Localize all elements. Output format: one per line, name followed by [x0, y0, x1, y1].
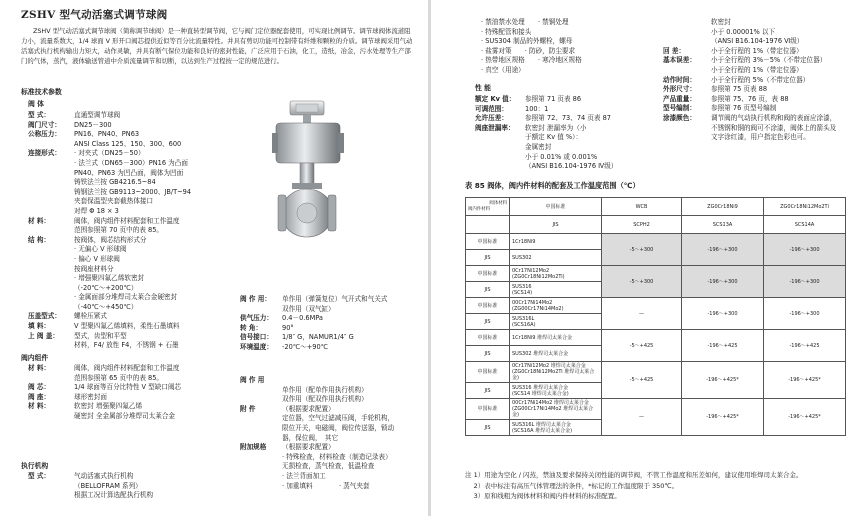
- material-cell: 00Cr17Ni14Mo2 堆焊司太莱合金 (ZG00Cr17Ni14Mo2 堆焊司太莱合金): [510, 399, 602, 420]
- spec-row: [240, 395, 394, 405]
- spec-value: 无损检查，蒸气检查，低温检查: [282, 462, 375, 471]
- spec-value: 参照第 75 页表 88: [711, 85, 768, 94]
- spec-row: [663, 76, 836, 86]
- spec-row: [28, 169, 191, 179]
- col-header-0: WCB: [602, 198, 682, 216]
- valve-body-heading: 阀 体: [28, 100, 44, 108]
- spec-key: 基本误差：: [663, 56, 696, 65]
- spec-row: [28, 236, 191, 246]
- spec-row: [28, 255, 191, 265]
- spec-value: 定位器，空气过滤减压阀，手轮机构，: [282, 414, 395, 423]
- spec-key: 允许压差：: [475, 114, 508, 123]
- table-corner-blank: [466, 216, 510, 234]
- right-page: [431, 0, 859, 516]
- spec-row: · 热带地区规格 · 寒冷地区规格: [481, 56, 582, 65]
- spec-key: 材 料：: [28, 364, 51, 372]
- spec-value: 单作用（弹簧复位）气开式和气关式: [282, 295, 388, 303]
- table-row: [466, 266, 846, 282]
- spec-key: 材 料：: [28, 216, 51, 225]
- temp-cell: -5～+425: [602, 362, 682, 399]
- spec-row: [28, 482, 153, 492]
- spec-value: 小于全行程的 1%（带定位器）: [711, 65, 803, 74]
- spec-key: 阀 作 用：: [240, 295, 271, 303]
- spec-key: 连接形式：: [28, 149, 61, 158]
- spec-value: 单作用（配单作用执行机构）: [282, 385, 368, 394]
- spec-value: 对焊 Φ 18 × 3: [74, 206, 119, 215]
- spec-row: [28, 374, 181, 384]
- spec-row: [28, 197, 191, 207]
- spec-key: 阀门尺寸：: [28, 120, 61, 129]
- spec-row: [28, 341, 191, 351]
- temp-cell: -196～+425: [682, 330, 764, 362]
- spec-key: 公称压力：: [28, 130, 61, 139]
- std-jis-header: JIS: [510, 216, 602, 234]
- spec-row: [28, 472, 153, 482]
- spec-value: 按阀体，阀芯结构形式分: [74, 235, 147, 244]
- material-cell: SUS316 (SCS14): [510, 282, 602, 298]
- temp-cell: —: [602, 298, 682, 330]
- spec-value: · 法兰式（DN65－300）PN16 为凸面: [74, 158, 188, 167]
- spec-value: 不锈钢和铜的阀可不涂漆，阀体上的箭头及: [711, 123, 837, 132]
- spec-value: 双作用（双气缸）: [282, 304, 335, 313]
- spec-row: [663, 18, 836, 28]
- actuator-heading: 执行机构: [21, 462, 49, 470]
- spec-row: [240, 343, 388, 353]
- table-row: [466, 298, 846, 314]
- spec-row: [475, 105, 617, 115]
- spec-row: [28, 178, 191, 188]
- spec-key: 附加规格: [240, 443, 267, 452]
- accessory-specs: [240, 376, 394, 491]
- spec-key: 阀 芯：: [28, 383, 51, 392]
- spec-row: [28, 149, 191, 159]
- spec-row: [475, 162, 617, 172]
- internals-specs: [28, 364, 181, 422]
- spec-row: [663, 133, 836, 143]
- spec-row: [28, 393, 181, 403]
- additional-specs: [481, 18, 582, 76]
- operation-specs: [240, 295, 388, 353]
- temp-cell: -5～+300: [602, 266, 682, 298]
- spec-row: [28, 312, 191, 322]
- spec-key: 阀座泄漏率：: [475, 123, 515, 132]
- spec-value: （根据要求配置）: [282, 443, 335, 452]
- material-cell: SUS316 堆焊司太莱合金 (SCS14 堆焊司太莱合金): [510, 383, 602, 399]
- temp-cell: —: [602, 399, 682, 436]
- spec-value: ANSI Class 125、150、300、600: [74, 139, 182, 148]
- spec-row: [240, 295, 388, 305]
- spec-row: [28, 130, 191, 140]
- temp-cell: -196～+425: [764, 330, 846, 362]
- note-line: 3）原和线粗为阀体材料和阀内件材料的标准配置。: [465, 492, 621, 501]
- spec-value: 文字涂红漆，用户指定色彩也可。: [711, 133, 810, 142]
- spec-row: [28, 284, 191, 294]
- spec-row: · SUS304 制品的外螺栓，螺母: [481, 37, 573, 46]
- table-title: 表 85 阀体，阀内件材料的配套及工作温度范围（℃）: [465, 181, 640, 190]
- note-line: 注 1）用途为空化 / 闪蒸，禁油及要求保持关闭性能的调节阀，不管工作温度和压差如何，建议使用堆焊司太莱合金。: [465, 471, 803, 479]
- spec-value: 气动活塞式执行机构: [74, 472, 134, 480]
- spec-key: 型号编制：: [663, 104, 696, 113]
- temp-cell: -196～+300: [764, 234, 846, 266]
- spec-row: [240, 443, 394, 453]
- spec-key: 上 阀 盖：: [28, 331, 59, 340]
- spec-value: （ANSI B16.104-1976 Ⅳ级）: [525, 162, 618, 171]
- spec-row: [663, 104, 836, 114]
- spec-value: （-20℃～+200℃）: [74, 283, 138, 292]
- spec-row: [28, 121, 191, 131]
- spec-row: [475, 95, 617, 105]
- spec-value: 小于全行程的 1%（带定位器）: [711, 46, 803, 55]
- spec-row: [28, 332, 191, 342]
- spec-value: 硬密封 全金属部分堆焊司太莱合金: [74, 411, 176, 420]
- spec-row: [28, 226, 191, 236]
- spec-key: 动作时间：: [663, 75, 696, 84]
- spec-row: [28, 245, 191, 255]
- note-line: 2）表中标注有高压气体管理法的条件，*标记的工作温度限于 350℃。: [465, 481, 679, 490]
- temp-cell: -196～+300: [682, 266, 764, 298]
- spec-value: 参照第 72、73、74 页表 87: [525, 114, 612, 123]
- spec-key: 信号接口：: [240, 333, 273, 342]
- spec-key: 材 料：: [28, 402, 51, 411]
- spec-key: 填 料：: [28, 322, 51, 331]
- spec-key: 涂漆颜色：: [663, 113, 696, 122]
- spec-row: [663, 114, 836, 124]
- ball-valve-photo: [272, 99, 344, 239]
- spec-value: 参照第 71 页表 86: [525, 95, 582, 103]
- spec-key: 结 构：: [28, 235, 51, 244]
- spec-value: 软密封 泄漏率为（小: [525, 123, 587, 132]
- spec-row: [663, 66, 836, 76]
- std-cell: JIS: [466, 420, 510, 436]
- spec-row: [663, 95, 836, 105]
- table-corner: 阀体材料 阀内件材料: [466, 198, 510, 216]
- spec-row: [663, 47, 836, 57]
- spec-row: [240, 482, 394, 492]
- spec-row: [28, 159, 191, 169]
- performance-specs-cont: [663, 18, 836, 143]
- col-jis-1: SCS13A: [682, 216, 764, 234]
- spec-value: 90°: [282, 323, 294, 332]
- spec-value: 于额定 Kv 值 %）：: [525, 133, 583, 142]
- spec-row: [28, 140, 191, 150]
- spec-row: [663, 56, 836, 66]
- spec-value: 小于 0.00001% 以下: [711, 27, 776, 36]
- std-cell: 中国标准: [466, 399, 510, 420]
- temp-cell: -5～+425: [602, 330, 682, 362]
- spec-row: [240, 453, 394, 463]
- spec-value: 螺栓压紧式: [74, 312, 107, 321]
- spec-key: 型 式：: [28, 472, 51, 480]
- spec-value: 阀体，阀内组件材料配套和工作温度: [74, 216, 180, 225]
- spec-row: [240, 314, 388, 324]
- spec-value: 限位开关，电磁阀，阀位传送器，锁动: [282, 423, 395, 432]
- spec-value: 铸钢法兰按 GB9113~2000、JB/T~94: [74, 187, 192, 196]
- spec-value: 按阀座材料分: [74, 264, 114, 273]
- spec-value: · 增强聚四氟乙烯软密封: [74, 274, 145, 283]
- spec-value: 直通型调节球阀: [74, 111, 121, 119]
- spec-value: 参照第 76 页型号编制: [711, 104, 777, 113]
- spec-row: [475, 114, 617, 124]
- spec-value: 参照第 75、76 页，表 88: [711, 94, 789, 103]
- spec-value: 器，保位阀， 其它: [282, 433, 339, 442]
- temp-cell: -5～+300: [602, 234, 682, 266]
- spec-key: 转 角：: [240, 323, 263, 332]
- table-row: [466, 234, 846, 250]
- temp-cell: -196～+300: [682, 234, 764, 266]
- spec-key: 额定 Kv 值：: [475, 95, 516, 103]
- spec-row: [28, 111, 191, 121]
- spec-value: 1/8″ G，NAMUR1/4″ G: [282, 333, 354, 342]
- spec-key: 型 式：: [28, 111, 51, 119]
- spec-row: [28, 207, 191, 217]
- spec-row: [475, 153, 617, 163]
- spec-value: 双作用（配双作用执行机构）: [282, 395, 368, 404]
- spec-row: [28, 217, 191, 227]
- temp-cell: -196～+300: [764, 266, 846, 298]
- temp-cell: -196～+300: [764, 298, 846, 330]
- spec-row: [28, 383, 181, 393]
- material-cell: 1Cr18Ni9: [510, 234, 602, 250]
- std-cell: 中国标准: [466, 362, 510, 383]
- spec-row: [240, 434, 394, 444]
- spec-value: · 特殊检查，材料检查（制造记录表）: [282, 452, 392, 461]
- temp-cell: -196～+425*: [682, 399, 764, 436]
- spec-row: [28, 274, 191, 284]
- spec-row: [475, 124, 617, 134]
- spec-key: 附 件: [240, 404, 256, 413]
- spec-value: PN40、PN63 为凹凸面，阀体为凹面: [74, 168, 184, 177]
- page-title: ZSHV 型气动活塞式调节球阀: [21, 9, 168, 21]
- spec-row: [663, 124, 836, 134]
- spec-key: 阀 作 用: [240, 376, 265, 384]
- spec-row: [475, 133, 617, 143]
- performance-heading: 性 能: [475, 84, 491, 92]
- spec-value: （根据要求配置）: [282, 404, 335, 413]
- spec-value: 小于 0.01% 或 0.001%: [525, 152, 598, 161]
- valve-body-specs: [28, 111, 191, 351]
- spec-value: 范围参照第 65 页中的表 85。: [74, 373, 164, 382]
- spec-value: 球形密封面: [74, 392, 107, 401]
- spec-row: [240, 305, 388, 315]
- spec-row: [663, 37, 836, 47]
- spec-value: · 金属面部分堆焊司太莱合金硬密封: [74, 293, 178, 302]
- table-notes: [465, 470, 803, 502]
- temp-cell: -196～+425*: [682, 362, 764, 399]
- spec-row: [663, 85, 836, 95]
- table-row: [466, 362, 846, 383]
- material-cell: SUS316L 堆焊司太莱合金 (SCS16A 堆焊司太莱合金): [510, 420, 602, 436]
- spec-row: [28, 188, 191, 198]
- spec-value: （BELLOFRAM 系列）: [74, 481, 142, 490]
- spec-row: · 特殊配管和接头: [481, 27, 532, 36]
- spec-row: [28, 364, 181, 374]
- material-cell: SUS302 堆焊司太莱合金: [510, 346, 602, 362]
- spec-row: [28, 402, 181, 412]
- material-cell: 0Cr17Ni12Mo2 堆焊司太莱合金 (ZG0Cr18Ni12Mo2Ti 堆焊司太莱合金): [510, 362, 602, 383]
- spec-value: 小于全行程的 3%－5%（不带定位器）: [711, 56, 827, 65]
- left-page: [0, 0, 428, 516]
- spec-row: [240, 472, 394, 482]
- std-cell: JIS: [466, 346, 510, 362]
- table-row: [466, 330, 846, 346]
- spec-value: 100：1: [525, 104, 549, 113]
- spec-row: [663, 28, 836, 38]
- spec-row: [28, 265, 191, 275]
- spec-heading: 标准技术参数: [21, 88, 62, 96]
- material-cell: 1Cr18Ni9 堆焊司太莱合金: [510, 330, 602, 346]
- temp-cell: -196～+300: [682, 298, 764, 330]
- spec-value: 阀体，阀内组件材料配套和工作温度: [74, 364, 180, 372]
- spec-value: 型式，齿型和平型: [74, 331, 127, 340]
- spec-row: [240, 405, 394, 415]
- spec-value: 1/4 球面等百分比特性 V 型缺口阀芯: [74, 383, 182, 392]
- spec-key: 产品重量：: [663, 94, 696, 103]
- spec-key: 可调范围：: [475, 104, 508, 113]
- std-cell: 中国标准: [466, 266, 510, 282]
- spec-row: [240, 324, 388, 334]
- std-cell: JIS: [466, 282, 510, 298]
- spec-value: 软密封 增强聚四氟乙烯: [74, 402, 143, 411]
- material-cell: 0Cr17Ni12Mo2 (ZG0Cr18Ni12Mo2Ti): [510, 266, 602, 282]
- spec-value: （ANSI B16.104-1976 Ⅵ级）: [711, 37, 804, 46]
- temp-cell: -196～+425*: [764, 399, 846, 436]
- internals-heading: 阀内组件: [21, 354, 49, 362]
- spec-row: [28, 491, 153, 501]
- std-cell: JIS: [466, 383, 510, 399]
- actuator-specs: [28, 472, 153, 501]
- std-cell: 中国标准: [466, 234, 510, 250]
- material-cell: 00Cr17Ni14Mo2 (ZG00Cr17Ni14Mo2): [510, 298, 602, 314]
- spec-row: [28, 293, 191, 303]
- col-jis-0: SCPH2: [602, 216, 682, 234]
- spec-row: [28, 322, 191, 332]
- spec-row: · 真空（用途）: [481, 65, 525, 74]
- spec-key: 外形尺寸：: [663, 85, 696, 94]
- spec-row: · 禁油禁水处理 · 禁铜处理: [481, 18, 569, 26]
- spec-key: 回 差：: [663, 46, 686, 55]
- spec-row: [240, 376, 394, 386]
- spec-key: 阀 座：: [28, 392, 51, 401]
- material-cell: SUS302: [510, 250, 602, 266]
- spec-value: 范围参照第 70 页中的表 85。: [74, 226, 164, 235]
- intro-paragraph: ZSHV 型气动活塞式调节球阀（简称调节球阀）是一种直转型调节阀，它与阀门定位器配套使用，可实现比例调节。调节球阀体流道阻力小，流量系数大，1/4 球面 V 形开口阀芯提供近似等百分比流量特性。并具有剪切功能可控制带有纤维和颗粒的介质。调节球阀采用气动活塞式执行机构输出力矩大，动作灵敏，并具有断气保位功能和良好的密封性能，广泛应用于石油，化工，造纸，冶金，污水处理等生产部门的气体，蒸汽，液体输送管道中介质流量调节和切断，以达到生产过程按一定的规范进行。: [21, 27, 413, 65]
- spec-value: 0.4－0.6MPa: [282, 314, 323, 323]
- spec-value: 夹套保温型夹套截热体接口: [74, 197, 154, 206]
- spec-value: 材料，F4/ 放性 F4，不锈钢 + 石墨: [74, 341, 179, 350]
- spec-value: 铸铁法兰按 GB4216.5~84: [74, 178, 156, 187]
- spec-row: [240, 386, 394, 396]
- spec-row: · 盐雾对策 · 防砂，防尘要求: [481, 46, 576, 55]
- col-header-1: ZG0Cr18Ni9: [682, 198, 764, 216]
- spec-value: V 型聚四氟乙烯填料，柔性石墨填料: [74, 322, 180, 331]
- spec-key: 压盖型式：: [28, 312, 61, 321]
- spec-value: · 偏心 V 形球阀: [74, 254, 120, 263]
- spec-key: 环境温度：: [240, 342, 273, 351]
- spec-row: [240, 333, 388, 343]
- temp-cell: -196～+425*: [764, 362, 846, 399]
- spec-value: -20℃～+90℃: [282, 342, 329, 351]
- spec-row: [240, 462, 394, 472]
- performance-specs: [475, 95, 617, 172]
- spec-value: · 加重填料 · 蒸气夹套: [282, 481, 370, 490]
- std-cell: JIS: [466, 314, 510, 330]
- std-cell: 中国标准: [466, 298, 510, 314]
- spec-row: [28, 412, 181, 422]
- spec-value: 小于全行程的 5%（不带定位器）: [711, 75, 810, 84]
- spec-value: · 无偏心 V 形球阀: [74, 245, 127, 254]
- spec-value: PN16、PN40、PN63: [74, 130, 140, 139]
- std-cell: 中国标准: [466, 330, 510, 346]
- spec-row: [240, 424, 394, 434]
- table-row: [466, 399, 846, 420]
- std-cell: JIS: [466, 250, 510, 266]
- spec-key: 供气压力：: [240, 314, 273, 323]
- spec-value: DN25－300: [74, 120, 112, 129]
- col-jis-2: SCS14A: [764, 216, 846, 234]
- material-table: [465, 197, 846, 436]
- spec-value: （-40℃～+450℃）: [74, 302, 138, 311]
- spec-value: 根据工况计算选配执行机构: [74, 491, 154, 500]
- col-header-2: ZG0Cr18Ni12Mo2Ti: [764, 198, 846, 216]
- spec-value: 软密封: [711, 18, 731, 26]
- spec-value: 调节阀的气动执行机构和阀的表面应涂漆，: [711, 113, 837, 122]
- spec-row: [240, 414, 394, 424]
- spec-value: · 法兰背面加工: [282, 471, 326, 480]
- spec-value: · 对夹式（DN25－50）: [74, 149, 145, 158]
- material-cell: SUS316L (SCS16A): [510, 314, 602, 330]
- spec-row: [475, 143, 617, 153]
- spec-value: 金属密封: [525, 142, 552, 151]
- std-cn-header: 中国标准: [510, 198, 602, 216]
